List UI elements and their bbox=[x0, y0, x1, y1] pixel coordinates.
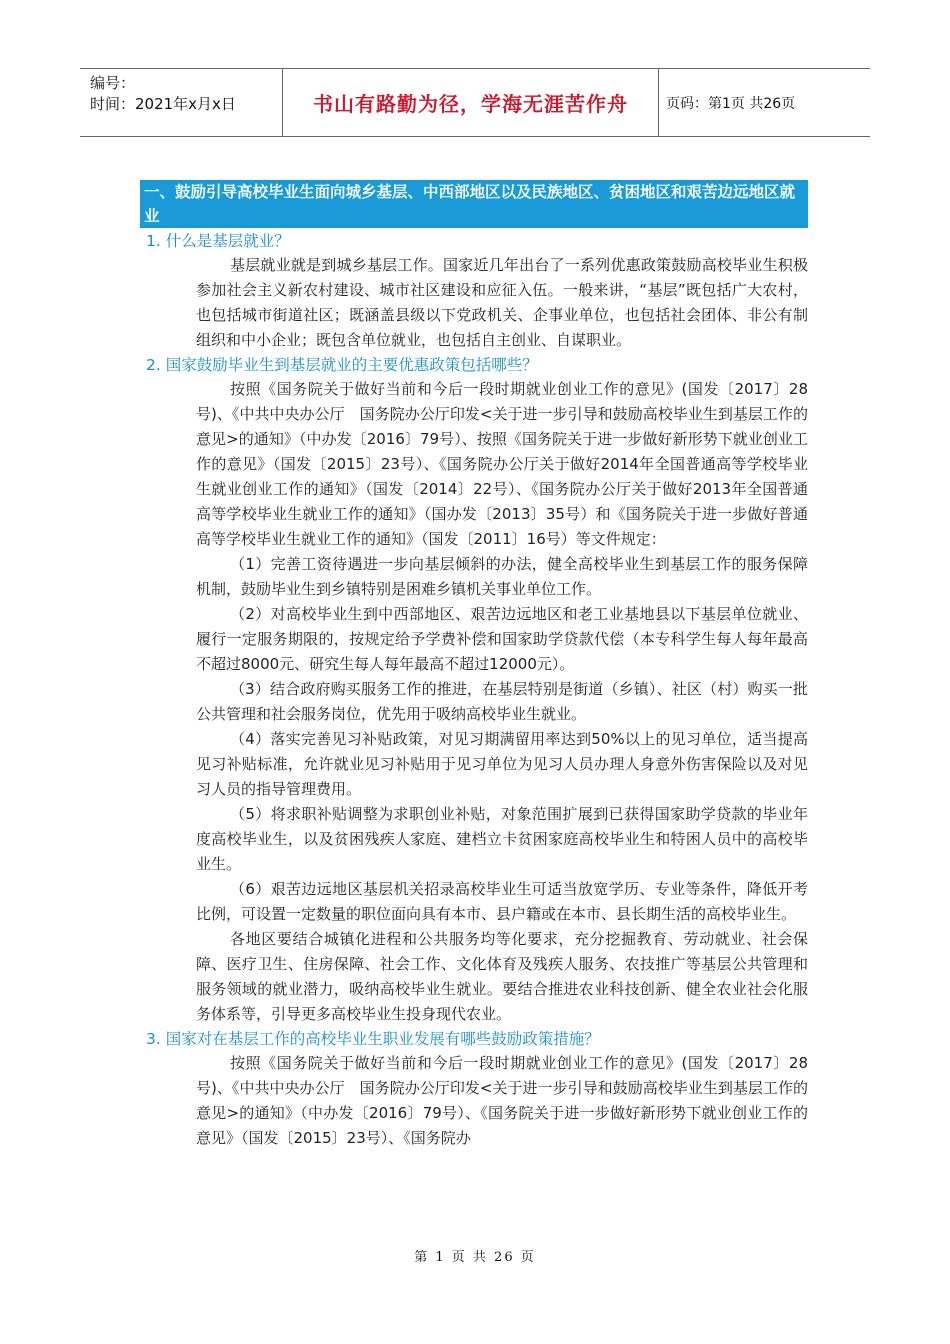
policy-item: （1）完善工资待遇进一步向基层倾斜的办法，健全高校毕业生到基层工作的服务保障机制，鼓励毕业生到乡镇特别是困难乡镇机关事业单位工作。 bbox=[196, 555, 808, 598]
document-body bbox=[140, 180, 808, 1151]
paragraph: 各地区要结合城镇化进程和公共服务均等化要求，充分挖掘教育、劳动就业、社会保障、医疗卫生、住房保障、社会工作、文化体育及残疾人服务、农技推广等基层公共管理和服务领域的就业潜力，吸纳高校毕业生就业。要结合推进农业科技创新、健全农业社会化服务体系等，引导更多高校毕业生投身现代农业。 bbox=[196, 930, 808, 1023]
policy-item: （5）将求职补贴调整为求职创业补贴，对象范围扩展到已获得国家助学贷款的毕业年度高校毕业生，以及贫困残疾人家庭、建档立卡贫困家庭高校毕业生和特困人员中的高校毕业生。 bbox=[196, 805, 808, 873]
question-3-heading: 3. 国家对在基层工作的高校毕业生职业发展有哪些鼓励政策措施？ bbox=[146, 1030, 600, 1048]
policy-item: （3）结合政府购买服务工作的推进，在基层特别是街道（乡镇）、社区（村）购买一批公共管理和社会服务岗位，优先用于吸纳高校毕业生就业。 bbox=[196, 680, 808, 723]
header-page-info: 页码：第1页 共26页 bbox=[666, 95, 796, 112]
header-motto: 书山有路勤为径，学海无涯苦作舟 bbox=[313, 92, 628, 116]
page-footer: 第 1 页 共 26 页 bbox=[414, 1250, 536, 1265]
document-header bbox=[80, 68, 870, 137]
paragraph: 基层就业就是到城乡基层工作。国家近几年出台了一系列优惠政策鼓励高校毕业生积极参加社会主义新农村建设、城市社区建设和应征入伍。一般来讲，“基层”既包括广大农村，也包括城市街道社区；既涵盖县级以下党政机关、企事业单位，也包括社会团体、非公有制组织和中小企业；既包含单位就业，也包括自主创业、自谋职业。 bbox=[196, 256, 808, 349]
header-meta bbox=[90, 73, 236, 115]
policy-item: （6）艰苦边远地区基层机关招录高校毕业生可适当放宽学历、专业等条件，降低开考比例，可设置一定数量的职位面向具有本市、县户籍或在本市、县长期生活的高校毕业生。 bbox=[196, 880, 808, 923]
section-heading: 一、鼓励引导高校毕业生面向城乡基层、中西部地区以及民族地区、贫困地区和艰苦边远地区就业 bbox=[140, 180, 808, 228]
header-divider bbox=[658, 69, 659, 136]
document-date: 时间：2021年x月x日 bbox=[90, 95, 236, 113]
paragraph: 按照《国务院关于做好当前和今后一段时期就业创业工作的意见》(国发〔2017〕28号)、《中共中央办公厅 国务院办公厅印发<关于进一步引导和鼓励高校毕业生到基层工作的意见>的通知》（中办发〔2016〕79号）、《国务院关于进一步做好新形势下就业创业工作的意见》（国发〔2015〕23号）、《国务院办 bbox=[196, 1054, 808, 1147]
paragraph: 按照《国务院关于做好当前和今后一段时期就业创业工作的意见》(国发〔2017〕28号)、《中共中央办公厅 国务院办公厅印发<关于进一步引导和鼓励高校毕业生到基层工作的意见>的通知》（中办发〔2016〕79号）、按照《国务院关于进一步做好新形势下就业创业工作的意见》（国发〔2015〕23号）、《国务院办公厅关于做好2014年全国普通高等学校毕业生就业创业工作的通知》（国发〔2014〕22号）、《国务院办公厅关于做好2013年全国普通高等学校毕业生就业工作的通知》（国办发〔2013〕35号）和《国务院关于进一步做好普通高等学校毕业生就业工作的通知》（国发〔2011〕16号）等文件规定： bbox=[196, 380, 808, 548]
document-number-label: 编号： bbox=[90, 74, 136, 92]
question-1-heading: 1. 什么是基层就业？ bbox=[146, 232, 290, 250]
policy-item: （2）对高校毕业生到中西部地区、艰苦边远地区和老工业基地县以下基层单位就业、履行一定服务期限的，按规定给予学费补偿和国家助学贷款代偿（本专科学生每人每年最高不超过8000元、研究生每人每年最高不超过12000元）。 bbox=[196, 605, 808, 673]
policy-item: （4）落实完善见习补贴政策，对见习期满留用率达到50%以上的见习单位，适当提高见习补贴标准，允许就业见习补贴用于见习单位为见习人员办理人身意外伤害保险以及对见习人员的指导管理费用。 bbox=[196, 730, 808, 798]
question-2-heading: 2. 国家鼓励毕业生到基层就业的主要优惠政策包括哪些？ bbox=[146, 356, 538, 374]
